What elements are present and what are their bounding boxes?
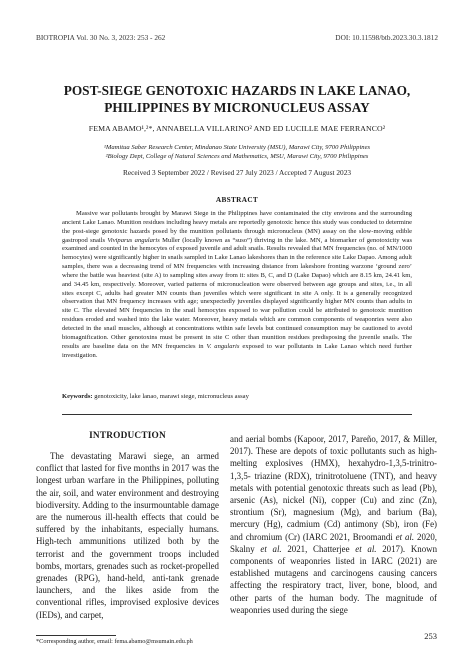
- journal-citation: BIOTROPIA Vol. 30 No. 3, 2023: 253 - 262: [36, 33, 166, 42]
- page-number: 253: [424, 631, 437, 641]
- abstract-part-2: Muller (locally known as “suso”) thriving in the lake. MN, a biomarker of genotoxicity was examined and counted in the hemocytes of exposed juvenile and adult snails. Results revealed that MN frequencies (no. of MN/1000 hemocytes) were significantly higher in snails sampled in Lake Lanao lakeshores than in the reference site Lake Dapao. Among adult samples, there was a decreasing trend of MN frequencies with increasing distance from lakeshore fronting warzone ‘ground zero’ where the battle was heaviest (site A) to sampling sites away from it: sites B, C, and D (Lake Dapao) which are 8.15 km, 24.41 km, and 34.45 km, respectively. Moreover, varied patterns of micronucleation were observed between age groups and sites, i.e., in all sites except C, adults had greater MN counts than juveniles which were significant in site A only. It is a generally recognized observation that MN frequency increases with age; unexpectedly juveniles displayed significantly higher MN counts than adults in site C. The elevated MN frequencies in the snail hemocytes exposed to war pollution could be attributed to genotoxic munition residues eroded and washed into the lake water. Moreover, heavy metals which are common components of weaponries were also detected in the snail muscles, although at concentrations within safe levels but continued consumption may be cautioned to avoid biomagnification. Other genotoxins must be present in site C other than munition residues predisposing the juvenile snails. The results are baseline data on the MN frequencies in: [62, 236, 412, 350]
- et-al-3: et al.: [355, 543, 377, 554]
- intro-right-part-d: 2017). Known components of weaponries listed in IARC (2021) are established mutagens and carcinogens causing cancers affecting the respiratory tract, liver, bone, blood, and other parts of the human body. The magnitude of weaponries used during the siege: [230, 543, 438, 615]
- keywords-list: genotoxicity, lake lanao, marawi siege, micronucleus assay: [92, 393, 249, 400]
- affiliation-1: ¹Mamitua Saber Research Center, Mindanao State University (MSU), Marawi City, 9700 Philippines: [103, 144, 371, 151]
- affiliation-2: ²Biology Dept, College of Natural Sciences and Mathematics, MSU, Marawi City, 9700 Philippines: [105, 153, 369, 160]
- running-header: [36, 33, 438, 42]
- abstract-heading: ABSTRACT: [215, 195, 259, 204]
- keywords-label: Keywords:: [62, 393, 93, 400]
- intro-right-part-b: 2020, Skalny: [230, 531, 438, 554]
- abstract-part-1: Massive war pollutants brought by Marawi Siege in the Philippines have contaminated the city environs and the surrounding ancient Lake Lanao. Munition residues including heavy metals are reportedly genotoxic hence this study was conducted to determine the post-siege genotoxic hazards posed by the munition pollutants through micronucleus (MN) assay on the slow-moving edible gastropod snails: [62, 210, 412, 244]
- left-column: [36, 431, 219, 621]
- species-name-short: V. angularis: [206, 342, 240, 350]
- species-name: Viviparus angularis: [107, 236, 160, 244]
- keywords: [62, 393, 412, 400]
- section-divider: [62, 414, 412, 415]
- et-al-2: et al.: [260, 543, 282, 554]
- doi: DOI: 10.11598/btb.2023.30.3.1812: [335, 33, 438, 42]
- introduction-paragraph-left: The devastating Marawi siege, an armed conflict that lasted for five months in 2017 was the longest urban warfare in the Philippines, polluting the air, soil, and water environment and destroying biodiversity. Adding to the insurmountable damage are the numerous ill-health effects that could be suffered by the inhabitants, especially humans. High-tech ammunitions utilized both by the terrorist and the government troops included bombs, mortars, grenades such as rocket-propelled grenades (RPG), hand-held, anti-tank grenade launchers, and the likes aside from the conventional rifles, improvised explosive devices (IEDs), and carpet,: [36, 451, 219, 620]
- right-column: [230, 433, 437, 616]
- affiliations: [30, 143, 444, 161]
- abstract-text: [62, 210, 412, 360]
- article-title: [30, 82, 444, 116]
- corresponding-author-footnote: *Corresponding author, email: fema.abamo@msumain.edu.ph: [36, 638, 193, 645]
- footnote-divider: [36, 635, 116, 636]
- abstract-part-3: exposed to war pollutants in Lake Lanao which need further investigation.: [62, 342, 412, 359]
- title-line-2: PHILIPPINES BY MICRONUCLEUS ASSAY: [104, 100, 370, 115]
- title-line-1: POST-SIEGE GENOTOXIC HAZARDS IN LAKE LANAO,: [63, 83, 411, 98]
- author-list: FEMA ABAMO¹,²*, ANNABELLA VILLARINO² AND ED LUCILLE MAE FERRANCO²: [88, 124, 386, 133]
- introduction-heading: INTRODUCTION: [89, 431, 166, 441]
- intro-right-part-c: 2021, Chatterjee: [281, 543, 356, 554]
- intro-right-part-a: and aerial bombs (Kapoor, 2017, Pareño, 2017, & Miller, 2017). These are depots of toxic pollutants such as high-melting explosives (HMX), hexahydro-1,3,5-trinitro-1,3,5- triazine (RDX), trinitrotoluene (TNT), and heavy metals with potential genotoxic threats such as lead (Pb), arsenic (As), nickel (Ni), copper (Cu) and zinc (Zn), strontium (Sr), magnesium (Mg), and barium (Ba), mercury (Hg), cadmium (Cd) antimony (Sb), iron (Fe) and chromium (Cr) (IARC 2021, Broomandi: [230, 434, 437, 542]
- et-al-1: et al.: [395, 531, 415, 542]
- introduction-paragraph-right: [230, 433, 437, 616]
- submission-dates: Received 3 September 2022 / Revised 27 July 2023 / Accepted 7 August 2023: [123, 168, 351, 177]
